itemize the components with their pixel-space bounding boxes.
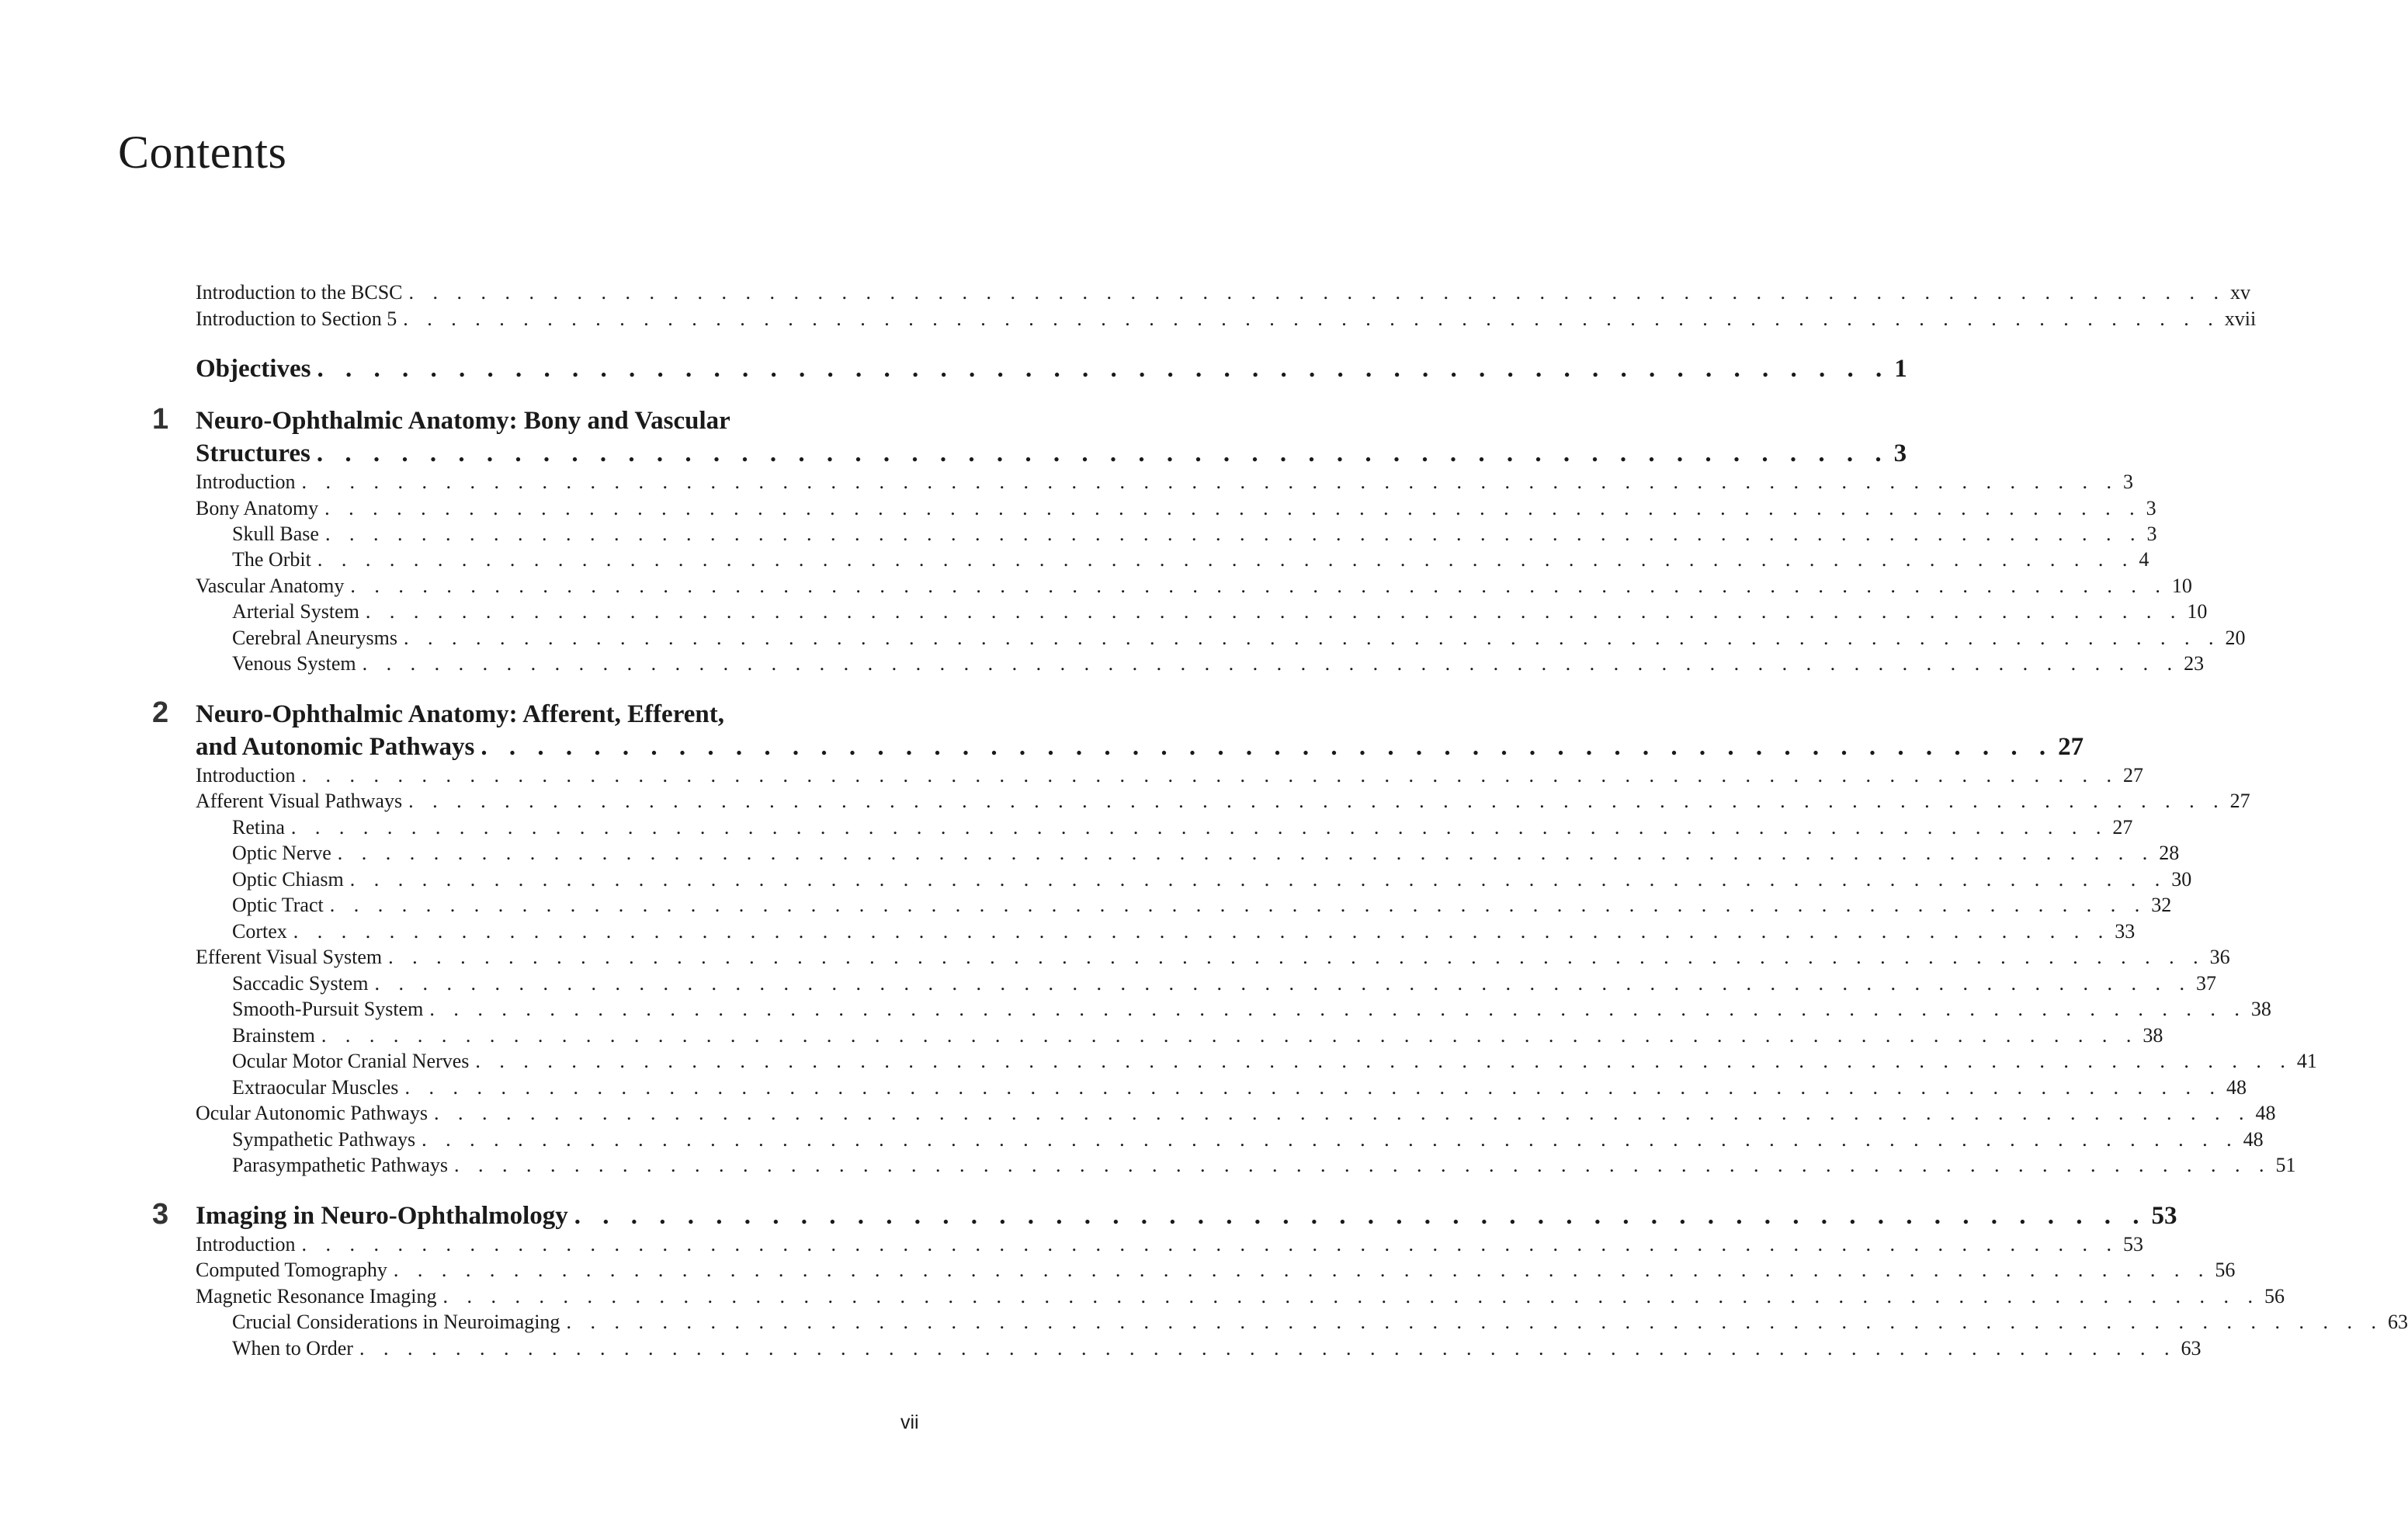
- chapter-number: 1: [152, 403, 169, 436]
- toc-subentry[interactable]: [232, 547, 2150, 573]
- toc-entry[interactable]: [196, 944, 2230, 971]
- dot-leader: . . . . . . . . . . . . . . . . . . . . . . . . . . . . . . . . . . . . . . . . . . . . . . . . . . . . . . . . . . . . . . . . . . . . . . . . . . . .: [301, 471, 2119, 493]
- dot-leader: . . . . . . . . . . . . . . . . . . . . . . . . . . . . . . . . . . . . . . . . . . . . . . . . . . . . . . . . . . . . . . . . . . . . . . . . . . . .: [408, 790, 2226, 812]
- toc-subentry[interactable]: [232, 1023, 2163, 1049]
- toc-subentry[interactable]: [232, 814, 2133, 841]
- entry-page: 48: [2243, 1128, 2264, 1151]
- entry-page: 27: [2229, 790, 2250, 812]
- entry-page: 30: [2171, 868, 2192, 891]
- dot-leader: . . . . . . . . . . . . . . . . . . . . . . . . . . . . . . . . . . . . . . . . . . . . . . . . . . . . . . . . . . . . . . . . . . . . . . . . . . . .: [324, 523, 2143, 545]
- toc-entry[interactable]: [196, 573, 2192, 599]
- chapter-title[interactable]: Neuro-Ophthalmic Anatomy: Bony and Vascular: [196, 407, 730, 435]
- entry-label: Computed Tomography: [196, 1259, 387, 1281]
- entry-page: 23: [2184, 652, 2205, 675]
- page-title: Contents: [118, 127, 287, 178]
- entry-label: Crucial Considerations in Neuroimaging: [232, 1311, 560, 1333]
- entry-label: Vascular Anatomy: [196, 575, 345, 597]
- entry-label: Introduction: [196, 1233, 296, 1255]
- entry-page: 56: [2215, 1259, 2236, 1281]
- dot-leader: . . . . . . . . . . . . . . . . . . . . . . . . . . . . . . . . . . . . . . . . . . . . . . . . . . . . . . . . . . . . . . . . . . . . . . . . . . . .: [365, 600, 2183, 623]
- toc-subentry[interactable]: [232, 1335, 2202, 1362]
- dot-leader: . . . . . . . . . . . . . . . . . . . . . . . . . . . . . . . . . . . . . . . . . . . . . . . . . . . . . . . . . . . . . . . . . . . . . . . . . . . .: [475, 1050, 2292, 1072]
- dot-leader: . . . . . . . . . . . . . . . . . . . . . . . . . . . . . . . . . . . . . . . . . . . . . . . . . . . . . . . .: [316, 439, 1889, 467]
- entry-label: Magnetic Resonance Imaging: [196, 1285, 437, 1307]
- dot-leader: . . . . . . . . . . . . . . . . . . . . . . . . . . . . . . . . . . . . . . . . . . . . . . . . . . . . . . . . . . . . . . . . . . . . . . . . . . . .: [329, 894, 2147, 916]
- entry-label: Brainstem: [232, 1024, 315, 1047]
- entry-page: 4: [2139, 548, 2150, 571]
- entry-label: Efferent Visual System: [196, 946, 383, 968]
- dot-leader: . . . . . . . . . . . . . . . . . . . . . . . . . . . . . . . . . . . . . . . . . . . . . . . . . . . . . . . . . . . . . . . . . . . . . . . . . . . .: [404, 1076, 2222, 1099]
- entry-label: Structures: [196, 439, 311, 467]
- entry-page: 27: [2112, 816, 2133, 839]
- entry-page: 27: [2123, 764, 2144, 787]
- toc-subentry[interactable]: [232, 996, 2271, 1023]
- entry-label: Introduction to Section 5: [196, 307, 397, 330]
- chapter-title-continued[interactable]: [196, 731, 2084, 763]
- dot-leader: . . . . . . . . . . . . . . . . . . . . . . . . . . . . . . . . . . . . . . . . . . . . . . . . . . . . . . . . . . . . . . . . . . . . . . . . . . . .: [337, 842, 2155, 864]
- entry-page: 51: [2275, 1154, 2296, 1176]
- entry-page: 33: [2115, 920, 2136, 943]
- entry-label: and Autonomic Pathways: [196, 733, 475, 761]
- entry-page: 3: [1893, 439, 1907, 467]
- dot-leader: . . . . . . . . . . . . . . . . . . . . . . . . . . . . . . . . . . . . . . . . . . . . . . . . . . . . . . . . . . . . . . . . . . . . . . . . . . . .: [404, 627, 2221, 649]
- entry-label: Smooth-Pursuit System: [232, 998, 424, 1020]
- entry-page: 53: [2123, 1233, 2144, 1255]
- toc-entry[interactable]: [196, 1231, 2144, 1258]
- toc-entry[interactable]: [196, 1283, 2285, 1310]
- dot-leader: . . . . . . . . . . . . . . . . . . . . . . . . . . . . . . . . . . . . . . . . . . . . . . . . . . . . . . . .: [574, 1202, 2147, 1230]
- dot-leader: . . . . . . . . . . . . . . . . . . . . . . . . . . . . . . . . . . . . . . . . . . . . . . . . . . . . . . . . . . . . . . . . . . . . . . . . . . . .: [408, 281, 2226, 304]
- entry-label: Bony Anatomy: [196, 497, 319, 519]
- chapter-title-continued[interactable]: [196, 437, 1907, 470]
- entry-label: Ocular Motor Cranial Nerves: [232, 1050, 470, 1072]
- entry-page: 36: [2209, 946, 2230, 968]
- dot-leader: . . . . . . . . . . . . . . . . . . . . . . . . . . . . . . . . . . . . . . . . . . . . . . . . . . . . . . . . . . . . . . . . . . . . . . . . . . . .: [317, 548, 2135, 571]
- entry-page: 3: [2146, 523, 2157, 545]
- entry-label: Venous System: [232, 652, 356, 675]
- chapter-title[interactable]: [196, 1200, 2177, 1232]
- chapter-number: 2: [152, 696, 169, 729]
- dot-leader: . . . . . . . . . . . . . . . . . . . . . . . . . . . . . . . . . . . . . . . . . . . . . . . . . . . . . . . . . . . . . . . . . . . . . . . . . . . .: [324, 497, 2142, 519]
- toc-subentry[interactable]: [232, 1127, 2264, 1153]
- entry-page: 28: [2159, 842, 2180, 864]
- dot-leader: . . . . . . . . . . . . . . . . . . . . . . . . . . . . . . . . . . . . . . . . . . . . . . . . . . . . . . . .: [481, 733, 2054, 761]
- entry-label: Saccadic System: [232, 972, 369, 995]
- entry-label: Optic Nerve: [232, 842, 331, 864]
- entry-label: Objectives: [196, 355, 311, 383]
- entry-page: 32: [2151, 894, 2172, 916]
- entry-page: 1: [1894, 355, 1907, 383]
- entry-label: Ocular Autonomic Pathways: [196, 1102, 428, 1124]
- entry-label: When to Order: [232, 1337, 353, 1359]
- entry-label: Cerebral Aneurysms: [232, 627, 398, 649]
- entry-label: Arterial System: [232, 600, 359, 623]
- toc-subentry[interactable]: [232, 599, 2208, 625]
- toc-subentry[interactable]: [232, 521, 2157, 547]
- entry-page: 48: [2226, 1076, 2247, 1099]
- toc-subentry[interactable]: [232, 1048, 2317, 1075]
- entry-label: Optic Tract: [232, 894, 324, 916]
- dot-leader: . . . . . . . . . . . . . . . . . . . . . . . . . . . . . . . . . . . . . . . . . . . . . . . . . . . . . . . . . . . . . . . . . . . . . . . . . . . .: [454, 1154, 2271, 1176]
- toc-subentry[interactable]: [232, 651, 2205, 677]
- toc-subentry[interactable]: [232, 866, 2192, 893]
- dot-leader: . . . . . . . . . . . . . . . . . . . . . . . . . . . . . . . . . . . . . . . . . . . . . . . . . . . . . . . . . . . . . . . . . . . . . . . . . . . .: [293, 920, 2111, 943]
- entry-page: xv: [2230, 281, 2250, 304]
- dot-leader: . . . . . . . . . . . . . . . . . . . . . . . . . . . . . . . . . . . . . . . . . . . . . . . . . . . . . . . . . . . . . . . . . . . . . . . . . . . .: [350, 575, 2167, 597]
- entry-label: The Orbit: [232, 548, 311, 571]
- toc-subentry[interactable]: [232, 892, 2172, 918]
- entry-page: 37: [2195, 972, 2216, 995]
- toc-entry[interactable]: [196, 469, 2134, 495]
- entry-label: Extraocular Muscles: [232, 1076, 399, 1099]
- toc-entry[interactable]: [196, 1257, 2236, 1283]
- entry-page: 63: [2181, 1337, 2202, 1359]
- dot-leader: . . . . . . . . . . . . . . . . . . . . . . . . . . . . . . . . . . . . . . . . . . . . . . . . . . . . . . . . . . . . . . . . . . . . . . . . . . . .: [359, 1337, 2177, 1359]
- entry-label: Introduction: [196, 471, 296, 493]
- dot-leader: . . . . . . . . . . . . . . . . . . . . . . . . . . . . . . . . . . . . . . . . . . . . . . . . . . . . . . . . . . . . . . . . . . . . . . . . . . . .: [403, 307, 2220, 330]
- dot-leader: . . . . . . . . . . . . . . . . . . . . . . . . . . . . . . . . . . . . . . . . . . . . . . . . . . . . . . . . . . . . . . . . . . . . . . . . . . . .: [301, 1233, 2119, 1255]
- entry-page: 3: [2123, 471, 2134, 493]
- entry-page: 38: [2143, 1024, 2163, 1047]
- dot-leader: . . . . . . . . . . . . . . . . . . . . . . . . . . . . . . . . . . . . . . . . . . . . . . . . . . . . . . . . . . . . . . . . . . . . . . . . . . . .: [429, 998, 2247, 1020]
- page-number: vii: [900, 1412, 919, 1433]
- toc-entry[interactable]: [196, 762, 2144, 789]
- toc-entry[interactable]: [196, 1100, 2276, 1127]
- toc-entry-objectives[interactable]: [196, 352, 1907, 385]
- entry-label: Introduction to the BCSC: [196, 281, 403, 304]
- dot-leader: . . . . . . . . . . . . . . . . . . . . . . . . . . . . . . . . . . . . . . . . . . . . . . . . . . . . . . . . . . . . . . . . . . . . . . . . . . . .: [566, 1311, 2383, 1333]
- toc-entry[interactable]: [196, 788, 2250, 814]
- entry-page: 10: [2171, 575, 2192, 597]
- entry-page: 3: [2146, 497, 2156, 519]
- toc-subentry[interactable]: [232, 840, 2180, 866]
- entry-page: 20: [2225, 627, 2246, 649]
- entry-page: 38: [2250, 998, 2271, 1020]
- dot-leader: . . . . . . . . . . . . . . . . . . . . . . . . . . . . . . . . . . . . . . . . . . . . . . . . . . . . . . . . . . . . . . . . . . . . . . . . . . . .: [422, 1128, 2239, 1151]
- entry-label: Imaging in Neuro-Ophthalmology: [196, 1202, 568, 1230]
- dot-leader: . . . . . . . . . . . . . . . . . . . . . . . . . . . . . . . . . . . . . . . . . . . . . . . . . . . . . . . . . . . . . . . . . . . . . . . . . . . .: [374, 972, 2191, 995]
- entry-label: Optic Chiasm: [232, 868, 344, 891]
- entry-label: Afferent Visual Pathways: [196, 790, 403, 812]
- toc-subentry[interactable]: [232, 625, 2246, 651]
- dot-leader: . . . . . . . . . . . . . . . . . . . . . . . . . . . . . . . . . . . . . . . . . . . . . . . . . . . . . . . . . . . . . . . . . . . . . . . . . . . .: [301, 764, 2119, 787]
- dot-leader: . . . . . . . . . . . . . . . . . . . . . . . . . . . . . . . . . . . . . . . . . . . . . . . . . . . . . . . . . . . . . . . . . . . . . . . . . . . .: [393, 1259, 2211, 1281]
- toc-subentry[interactable]: [232, 918, 2136, 945]
- dot-leader: . . . . . . . . . . . . . . . . . . . . . . . . . . . . . . . . . . . . . . . . . . . . . . . . . . . . . . . . . . . . . . . . . . . . . . . . . . . .: [321, 1024, 2139, 1047]
- entry-label: Skull Base: [232, 523, 319, 545]
- toc-entry[interactable]: [196, 495, 2156, 522]
- toc-subentry[interactable]: [232, 1075, 2247, 1101]
- entry-label: Introduction: [196, 764, 296, 787]
- toc-entry-intro-section[interactable]: [196, 306, 2257, 332]
- dot-leader: . . . . . . . . . . . . . . . . . . . . . . . . . . . . . . . . . . . . . . . . . . . . . . . . . . . . . . . . . . . . . . . . . . . . . . . . . . . .: [349, 868, 2167, 891]
- dot-leader: . . . . . . . . . . . . . . . . . . . . . . . . . . . . . . . . . . . . . . . . . . . . . . . . . . . . . . . . . . . . . . . . . . . . . . . . . . . .: [388, 946, 2205, 968]
- dot-leader: . . . . . . . . . . . . . . . . . . . . . . . . . . . . . . . . . . . . . . . . . . . . . . . . . . . . . . . .: [317, 355, 1890, 383]
- chapter-title[interactable]: Neuro-Ophthalmic Anatomy: Afferent, Efferent,: [196, 700, 724, 728]
- entry-label: Retina: [232, 816, 285, 839]
- dot-leader: . . . . . . . . . . . . . . . . . . . . . . . . . . . . . . . . . . . . . . . . . . . . . . . . . . . . . . . . . . . . . . . . . . . . . . . . . . . .: [290, 816, 2108, 839]
- chapter-number: 3: [152, 1198, 169, 1231]
- entry-page: xvii: [2224, 307, 2257, 330]
- dot-leader: . . . . . . . . . . . . . . . . . . . . . . . . . . . . . . . . . . . . . . . . . . . . . . . . . . . . . . . . . . . . . . . . . . . . . . . . . . . .: [442, 1285, 2260, 1307]
- entry-label: Sympathetic Pathways: [232, 1128, 416, 1151]
- entry-page: 10: [2187, 600, 2208, 623]
- entry-page: 48: [2255, 1102, 2276, 1124]
- entry-page: 53: [2151, 1202, 2177, 1230]
- entry-page: 56: [2264, 1285, 2285, 1307]
- entry-page: 41: [2296, 1050, 2317, 1072]
- dot-leader: . . . . . . . . . . . . . . . . . . . . . . . . . . . . . . . . . . . . . . . . . . . . . . . . . . . . . . . . . . . . . . . . . . . . . . . . . . . .: [433, 1102, 2251, 1124]
- entry-page: 27: [2058, 733, 2084, 761]
- toc-entry-intro-bcsc[interactable]: [196, 280, 2250, 306]
- entry-label: Parasympathetic Pathways: [232, 1154, 448, 1176]
- toc-subentry[interactable]: [232, 1309, 2408, 1335]
- entry-label: Cortex: [232, 920, 287, 943]
- dot-leader: . . . . . . . . . . . . . . . . . . . . . . . . . . . . . . . . . . . . . . . . . . . . . . . . . . . . . . . . . . . . . . . . . . . . . . . . . . . .: [362, 652, 2180, 675]
- entry-page: 63: [2387, 1311, 2408, 1333]
- toc-subentry[interactable]: [232, 971, 2216, 997]
- toc-subentry[interactable]: [232, 1152, 2296, 1179]
